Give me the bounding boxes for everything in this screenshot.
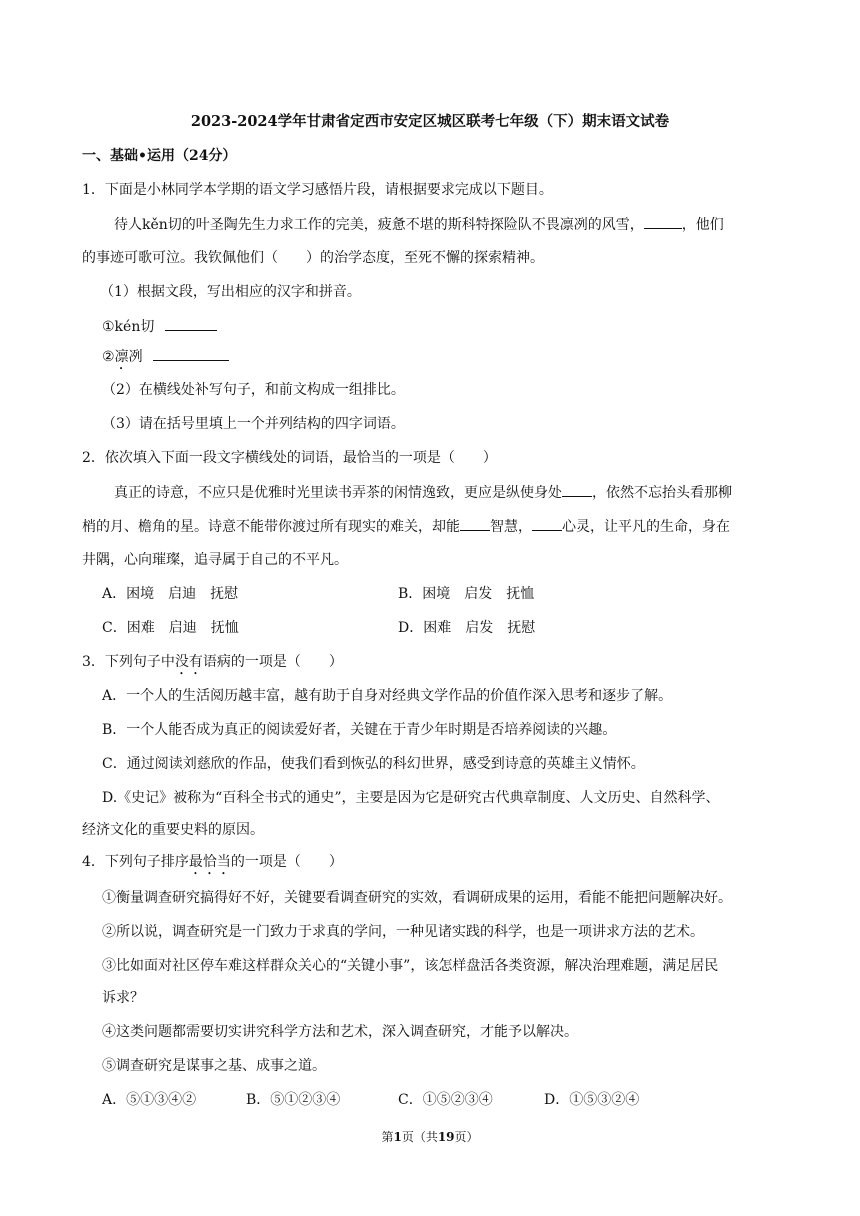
q1-passage-text: 待人kěn切的叶圣陶先生力求工作的完美，疲惫不堪的斯科特探险队不畏凛冽的风雪，	[114, 217, 644, 233]
q2-passage-text-e: 心灵，让平凡的生命，身在	[562, 519, 730, 535]
q4-option-c[interactable]: C．①⑤②③④	[398, 1092, 493, 1108]
q1-item2	[102, 346, 229, 373]
q3-option-c[interactable]: C．通过阅读刘慈欣的作品，使我们看到恢弘的科幻世界，感受到诗意的英雄主义情怀。	[102, 756, 645, 772]
q2-option-b[interactable]: B．困境 启发 抚恤	[398, 586, 535, 602]
q4-stem-dotted: 最恰当	[188, 854, 231, 870]
q3-stem-dotted: 没有	[174, 654, 203, 670]
q4-stem-b: 的一项是（ ）	[230, 854, 343, 870]
q4-sentence-3-cont: 诉求？	[102, 990, 144, 1006]
q2-passage-line1	[114, 482, 732, 503]
q1-sub2: （2）在横线处补写句子，和前文构成一组排比。	[102, 382, 405, 398]
q1-item2-answer-blank[interactable]	[153, 346, 229, 361]
q2-option-d[interactable]: D．困难 启发 抚慰	[398, 620, 536, 636]
q2-option-a[interactable]: A．困境 启迪 抚慰	[102, 586, 239, 602]
q1-item2-num: ②	[102, 349, 115, 365]
q1-passage-line2: 的事迹可歌可泣。我钦佩他们（ ）的治学态度，至死不懈的探索精神。	[82, 250, 544, 266]
q2-blank-3[interactable]	[532, 516, 562, 531]
q3-stem	[82, 652, 343, 678]
q1-passage-line1	[114, 214, 724, 235]
q1-item1	[102, 316, 217, 337]
q3-option-a[interactable]: A．一个人的生活阅历越丰富，越有助于自身对经典文学作品的价值作深入思考和逐步了解。	[102, 688, 673, 704]
q2-passage-text-b: ，依然不忘抬头看那柳	[592, 485, 732, 501]
q2-stem: 2．依次填入下面一段文字横线处的词语，最恰当的一项是（ ）	[82, 450, 497, 466]
q4-sentence-2: ②所以说，调查研究是一门致力于求真的学问，一种见诸实践的科学，也是一项讲求方法的艺术。	[102, 924, 704, 940]
q1-item2-char: 冽	[128, 349, 143, 365]
q3-option-b[interactable]: B．一个人能否成为真正的阅读爱好者，关键在于青少年时期是否培养阅读的兴趣。	[102, 722, 617, 738]
q1-item1-answer-blank[interactable]	[165, 316, 217, 331]
q3-stem-a: 3．下列句子中	[82, 654, 175, 670]
q1-item2-dotted-char: 凛	[114, 349, 129, 365]
q4-sentence-1: ①衡量调查研究搞得好不好，关键要看调查研究的实效，看调研成果的运用，看能不能把问题解决好。	[102, 890, 732, 906]
q4-option-b[interactable]: B．⑤①②③④	[246, 1092, 341, 1108]
q2-blank-2[interactable]	[460, 516, 490, 531]
q2-passage-text-c: 梢的月、檐角的星。诗意不能带你渡过所有现实的难关，却能	[82, 519, 460, 535]
q1-stem: 1．下面是小林同学本学期的语文学习感悟片段，请根据要求完成以下题目。	[82, 182, 553, 198]
footer-post: 页）	[454, 1130, 479, 1144]
q2-passage-line3: 井隅，心向璀璨，追寻属于自己的不平凡。	[82, 552, 348, 568]
q4-stem	[82, 852, 343, 878]
q2-passage-line2	[82, 516, 730, 537]
page-footer	[0, 1127, 860, 1147]
q1-sub1: （1）根据文段，写出相应的汉字和拼音。	[100, 284, 361, 300]
q2-option-c[interactable]: C．困难 启迪 抚恤	[102, 620, 239, 636]
q3-option-d[interactable]: D.《史记》被称为“百科全书式的通史”，主要是因为它是研究古代典章制度、人文历史、自然科学、	[102, 790, 720, 806]
q4-sentence-5: ⑤调查研究是谋事之基、成事之道。	[102, 1058, 326, 1074]
q1-item1-label: ①kén切	[102, 319, 155, 335]
q1-passage-tail: ，他们	[681, 217, 724, 233]
q4-sentence-3: ③比如面对社区停车难这样群众关心的“关键小事”，该怎样盘活各类资源，解决治理难题，满足居民	[102, 958, 719, 974]
footer-page-number: 1	[393, 1130, 402, 1144]
q1-blank[interactable]	[644, 214, 682, 229]
footer-total-pages: 19	[437, 1130, 455, 1144]
q4-stem-a: 4．下列句子排序	[82, 854, 189, 870]
q4-sentence-4: ④这类问题都需要切实讲究科学方法和艺术，深入调查研究，才能予以解决。	[102, 1024, 578, 1040]
q1-sub3: （3）请在括号里填上一个并列结构的四字词语。	[102, 416, 405, 432]
q4-option-d[interactable]: D．①⑤③②④	[544, 1092, 640, 1108]
section-heading: 一、基础•运用（24分）	[82, 148, 237, 164]
q4-option-a[interactable]: A．⑤①③④②	[102, 1092, 197, 1108]
q3-stem-b: 语病的一项是（ ）	[202, 654, 343, 670]
exam-title: 2023-2024学年甘肃省定西市安定区城区联考七年级（下）期末语文试卷	[190, 113, 670, 130]
q2-passage-text-d: 智慧，	[490, 519, 532, 535]
footer-pre: 第	[381, 1130, 394, 1144]
q3-option-d-cont: 经济文化的重要史料的原因。	[82, 822, 264, 838]
footer-mid: 页（共	[401, 1130, 438, 1144]
q2-passage-text-a: 真正的诗意，不应只是优雅时光里读书弄茶的闲情逸致，更应是纵使身处	[114, 485, 562, 501]
q2-blank-1[interactable]	[562, 482, 592, 497]
